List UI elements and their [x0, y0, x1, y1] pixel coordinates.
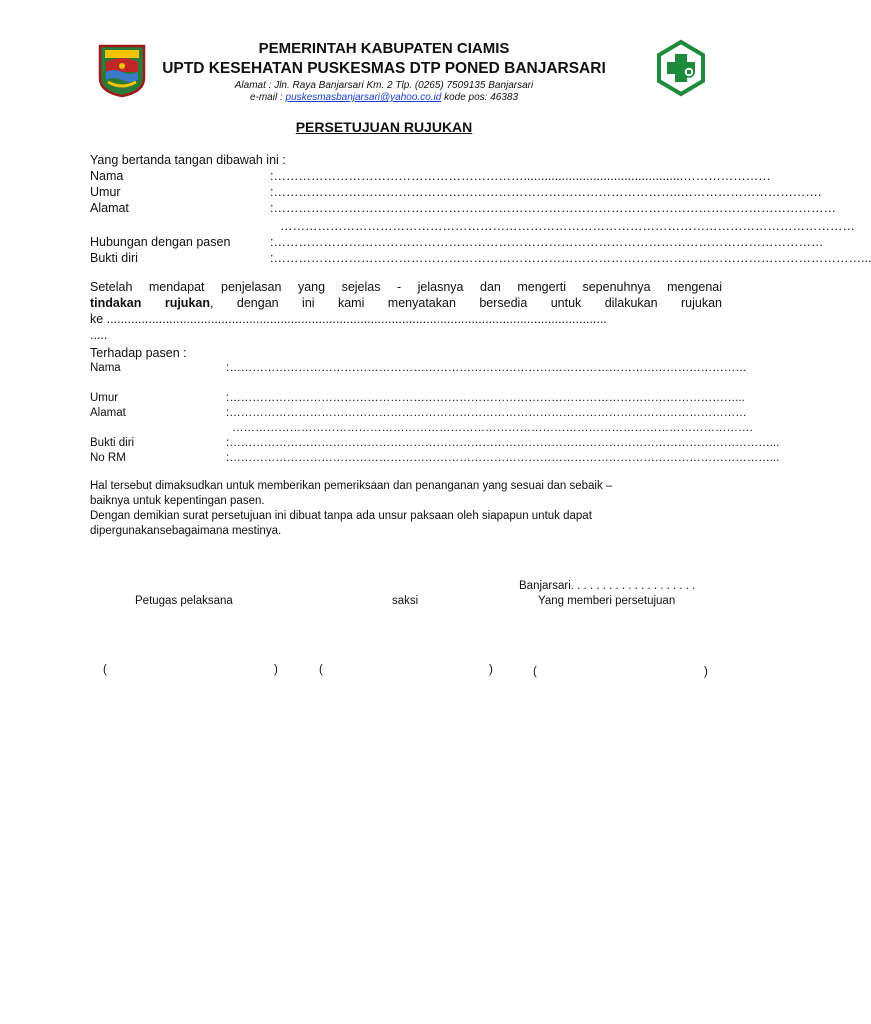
field-label: Nama	[90, 169, 124, 183]
patient-fields	[90, 361, 780, 466]
field-row	[90, 184, 822, 200]
signature-close-3: )	[704, 666, 708, 678]
consent-line-2	[90, 295, 722, 311]
field-dots[interactable]: ………………………………………………………………………………………………………………………	[229, 407, 747, 419]
referral-destination-cont: .....	[90, 328, 108, 342]
field-label	[90, 421, 232, 436]
closing-line-1: Hal tersebut dimaksudkan untuk memberikan pemeriksaan dan penanganan yang sesuai dan sebaik –	[90, 480, 613, 492]
field-row	[90, 168, 771, 184]
email-prefix: e-mail :	[249, 92, 286, 103]
closing-paragraph	[90, 479, 730, 539]
field-row	[90, 421, 753, 436]
field-dots[interactable]: …………………………………………………………………………………………………………………………	[280, 219, 855, 233]
field-label: No RM	[90, 452, 126, 464]
signature-open-2: (	[319, 664, 323, 676]
field-sep: :	[226, 392, 230, 404]
field-dots[interactable]: ……………………………………………………………………………………………………………………	[273, 235, 824, 249]
field-sep: :	[226, 362, 230, 374]
consent-paragraph	[90, 279, 722, 343]
postcode: kode pos: 46383	[441, 92, 519, 103]
field-sep: :	[270, 201, 274, 215]
field-dots[interactable]: ……………………………………………………………………………………………………………………………...	[229, 437, 780, 449]
field-row	[90, 200, 836, 216]
signature-close-1: )	[274, 664, 278, 676]
field-label	[90, 218, 280, 234]
field-sep: :	[226, 407, 230, 419]
intro-text: Yang bertanda tangan dibawah ini :	[90, 153, 286, 167]
signature-open-1: (	[103, 664, 107, 676]
field-dots[interactable]: ……………………………………………………………………………………..…………………………….	[273, 185, 822, 199]
consent-rest: , dengan ini kami menyatakan bersedia untuk dilakukan rujukan	[209, 296, 722, 310]
signature-label-consenter: Yang memberi persetujuan	[538, 595, 676, 607]
field-row	[90, 451, 780, 466]
header-address: Alamat : Jln. Raya Banjarsari Km. 2 Tlp. (0265) 7509135 Banjarsari	[234, 80, 534, 91]
consent-line-1: Setelah mendapat penjelasan yang sejelas - jelasnya dan mengerti sepenuhnya mengenai	[90, 280, 722, 294]
consent-bold: tindakan rujukan	[90, 296, 210, 310]
field-row	[90, 361, 747, 376]
field-sep: :	[226, 452, 230, 464]
field-row	[90, 250, 871, 266]
referral-destination-field[interactable]: ke ................................................................................................................................................	[90, 312, 607, 326]
field-row	[90, 218, 855, 234]
field-sep: :	[270, 185, 274, 199]
signature-close-2: )	[489, 664, 493, 676]
closing-line-2: baiknya untuk kepentingan pasen.	[90, 495, 265, 507]
field-row	[90, 391, 745, 406]
header-institution: UPTD KESEHATAN PUSKESMAS DTP PONED BANJARSARI	[162, 60, 606, 77]
field-label: Bukti diri	[90, 437, 135, 449]
field-dots[interactable]: ……………………………………………………………………………………………………………………….	[232, 422, 753, 434]
field-sep: :	[226, 437, 230, 449]
closing-line-3: Dengan demikian surat persetujuan ini dibuat tanpa ada unsur paksaan oleh siapapun untuk dapat	[90, 510, 592, 522]
place-date[interactable]: Banjarsari. . . . . . . . . . . . . . . . . . . .	[519, 580, 696, 592]
field-sep: :	[270, 251, 274, 265]
field-sep: :	[270, 235, 274, 249]
header-government: PEMERINTAH KABUPATEN CIAMIS	[258, 40, 510, 57]
field-row	[90, 406, 747, 421]
field-label: Alamat	[90, 407, 126, 419]
field-dots[interactable]: ……………………………………………………………………………………………………………………...	[229, 392, 745, 404]
field-dots[interactable]: ……………………………………………………………………………………………………………………………...	[273, 251, 871, 265]
signer-fields	[90, 168, 871, 266]
field-row	[90, 234, 824, 250]
signature-label-witness: saksi	[392, 595, 419, 607]
field-dots[interactable]: ……………………………………………………..............................................…………………	[273, 169, 771, 183]
field-label: Bukti diri	[90, 251, 138, 265]
field-label: Alamat	[90, 201, 129, 215]
field-dots[interactable]: ………………………………………………………………………………………………………………………	[273, 201, 836, 215]
field-label: Umur	[90, 392, 119, 404]
header-contact	[0, 92, 768, 103]
field-row	[90, 436, 780, 451]
signature-open-3: (	[533, 666, 537, 678]
signature-label-officer: Petugas pelaksana	[135, 595, 233, 607]
patient-heading: Terhadap pasen :	[90, 346, 187, 360]
field-label: Umur	[90, 185, 121, 199]
field-dots[interactable]: ……………………………………………………………………………………………………………………………...	[229, 452, 780, 464]
page-title: PERSETUJUAN RUJUKAN	[295, 119, 473, 135]
field-label: Hubungan dengan pasen	[90, 235, 231, 249]
field-sep: :	[270, 169, 274, 183]
closing-line-4: dipergunakansebagaimana mestinya.	[90, 525, 282, 537]
email-link[interactable]: puskesmasbanjarsari@yahoo.co.id	[285, 92, 442, 103]
field-label: Nama	[90, 362, 121, 374]
field-dots[interactable]: ………………………………………………………………………………………………………………………	[229, 362, 747, 374]
